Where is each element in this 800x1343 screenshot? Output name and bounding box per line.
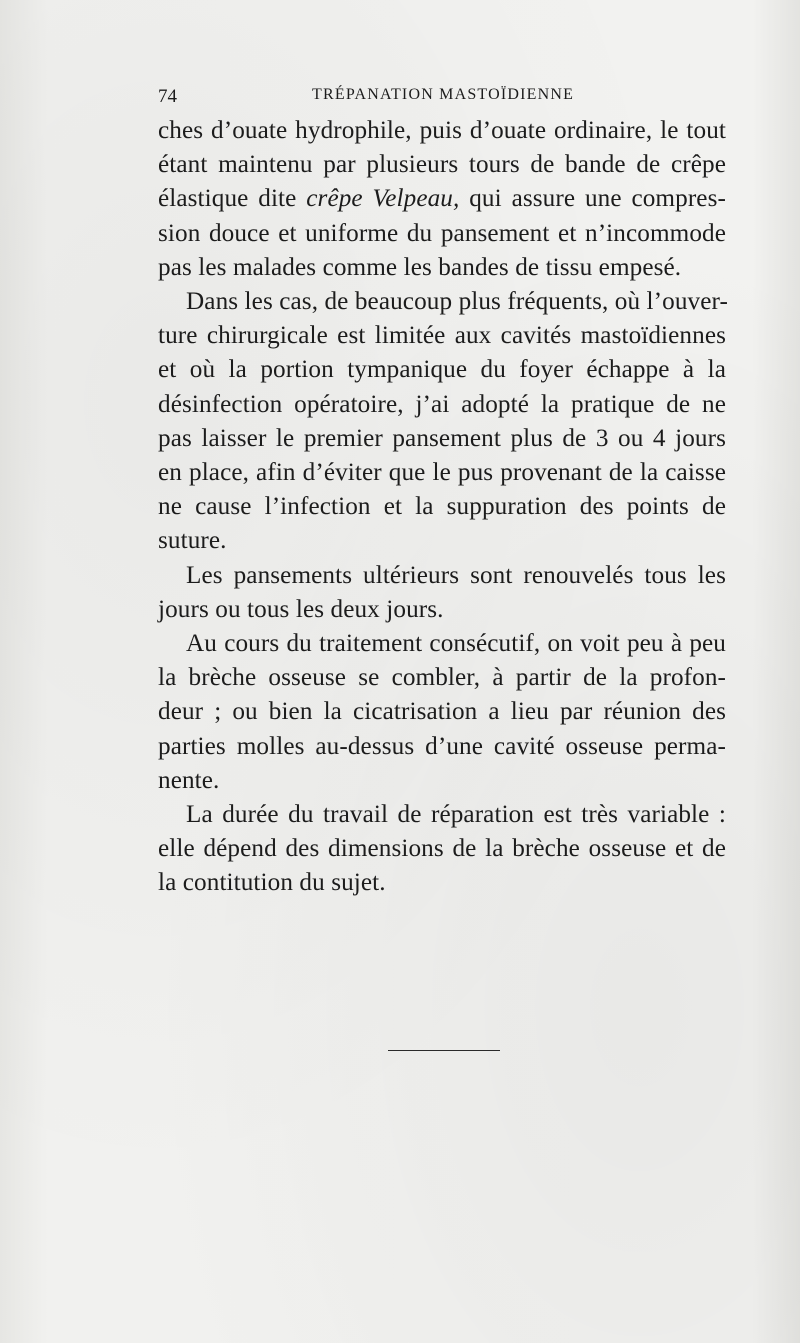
running-head: TRÉPANATION MASTOÏDIENNE [312, 86, 575, 103]
text-line: étant maintenu par plusieurs tours de bande de crêpe [158, 151, 726, 179]
text-line: elle dépend des dimensions de la brèche osseuse et de [158, 835, 726, 863]
text-line: en place, afin d’éviter que le pus provenant de la caisse [158, 459, 726, 487]
text-line: parties molles au-dessus d’une cavité osseuse perma- [158, 732, 726, 760]
text-line: la brèche osseuse se combler, à partir de la profon- [158, 664, 726, 692]
paragraph-3 [158, 559, 726, 627]
text-line: pas laisser le premier pansement plus de 3 ou 4 jours [158, 424, 726, 452]
text-line: La durée du travail de réparation est très variable : [186, 801, 726, 829]
text-line: Les pansements ultérieurs sont renouvelés tous les [186, 561, 726, 589]
page-number: 74 [158, 86, 177, 107]
text-segment: qui assure une compres- [459, 185, 726, 213]
text-line: Au cours du traitement consécutif, on voit peu à peu [186, 630, 726, 658]
text-segment: élastique dite [158, 185, 307, 213]
text-line: ne cause l’infection et la suppuration des points de [158, 493, 726, 521]
italic-term: crêpe Velpeau, [306, 185, 460, 213]
text-line: ches d’ouate hydrophile, puis d’ouate ordinaire, le tout [158, 117, 726, 144]
paragraph-1 [158, 114, 726, 285]
text-line: nente. [158, 766, 220, 794]
page-header [158, 80, 730, 106]
text-line [158, 182, 726, 216]
section-end-rule [388, 1050, 500, 1051]
text-line: désinfection opératoire, j’ai adopté la pratique de ne [158, 390, 726, 418]
paragraph-4 [158, 627, 726, 798]
paragraph-2 [158, 285, 726, 559]
body-text [158, 114, 726, 901]
text-line: ture chirurgicale est limitée aux cavités mastoïdiennes [158, 322, 726, 350]
text-line: sion douce et uniforme du pansement et n’incommode [158, 219, 726, 247]
paragraph-5 [158, 798, 726, 901]
text-line: deur ; ou bien la cicatrisation a lieu par réunion des [158, 698, 726, 726]
text-line: suture. [158, 527, 227, 555]
text-line: pas les malades comme les bandes de tissu empesé. [158, 253, 682, 281]
text-line: Dans les cas, de beaucoup plus fréquents, où l’ouver- [186, 288, 728, 316]
text-line: la contitution du sujet. [158, 869, 386, 897]
text-line: jours ou tous les deux jours. [158, 595, 444, 623]
text-line: et où la portion tympanique du foyer échappe à la [158, 356, 726, 384]
